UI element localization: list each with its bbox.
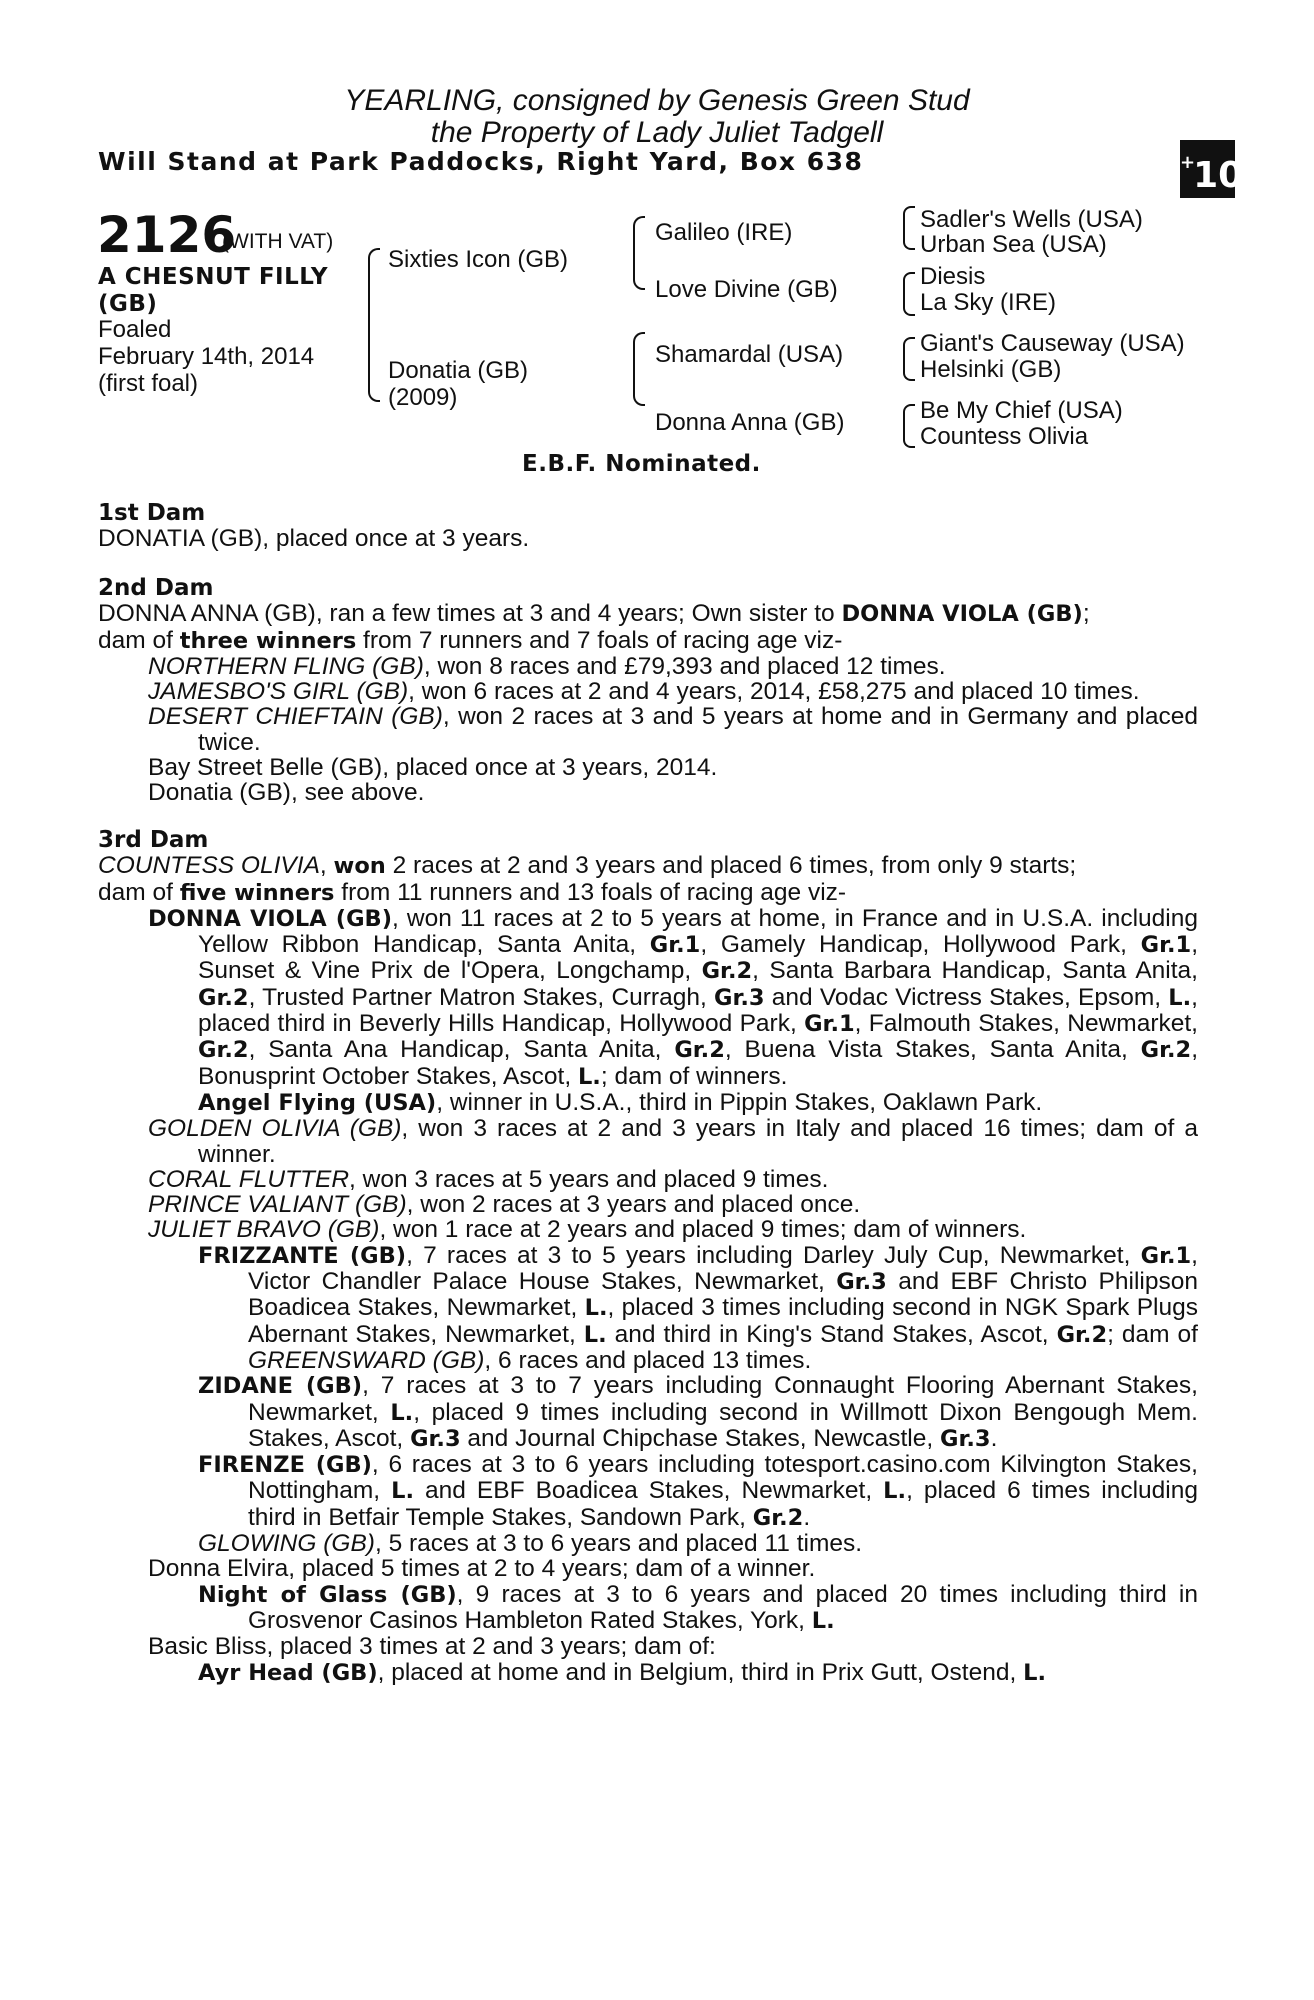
- list-item-firenze: [98, 1452, 1198, 1531]
- list-item: Basic Bliss, placed 3 times at 2 and 3 years; dam of:: [148, 1633, 716, 1661]
- pedigree-bracket-gen1: [368, 248, 380, 402]
- list-item: [98, 704, 1198, 755]
- horse-record: , placed third in Beverly Hills Handicap, Hollywood Park,: [198, 983, 1198, 1038]
- grade: Gr.2: [198, 984, 249, 1011]
- pedigree-ss-dam: Urban Sea (USA): [920, 231, 1107, 258]
- grade: Gr.3: [940, 1425, 991, 1452]
- ebf-nominated: E.B.F. Nominated.: [522, 451, 761, 477]
- third-dam-text: 2 races at 2 and 3 years and placed 6 times, from only 9 starts;: [385, 852, 1077, 880]
- horse-record: , placed 3 times including second in NGK Spark Plugs Abernant Stakes, Newmarket,: [248, 1294, 1198, 1348]
- grade: L.: [883, 1478, 907, 1505]
- horse-record: , 6 races and placed 13 times.: [484, 1346, 812, 1374]
- horse-record: ; dam of: [1107, 1320, 1198, 1348]
- list-item: Donna Elvira, placed 5 times at 2 to 4 years; dam of a winner.: [148, 1555, 816, 1583]
- horse-record: and third in King's Stand Stakes, Ascot,: [606, 1320, 1057, 1348]
- second-dam-section: [98, 575, 1198, 806]
- first-dam-text: DONATIA (GB), placed once at 3 years.: [98, 525, 530, 553]
- pedigree-bracket-ds: [903, 337, 915, 381]
- second-dam-text: DONNA ANNA (GB), ran a few times at 3 and 4 years; Own sister to: [98, 600, 842, 628]
- horse-record: , won 2 races at 3 years and placed once.: [406, 1191, 861, 1219]
- header-property: the Property of Lady Juliet Tadgell: [430, 116, 884, 149]
- horse-record: , placed 6 times including third in Betfair Temple Stakes, Sandown Park,: [248, 1477, 1198, 1531]
- horse-record: , Santa Ana Handicap, Santa Anita,: [248, 1036, 675, 1064]
- third-dam-punct: ,: [319, 852, 334, 880]
- horse-record: and EBF Boadicea Stakes, Newmarket,: [414, 1477, 884, 1505]
- pedigree-bracket-dam: [633, 332, 645, 406]
- horse-record: , placed 9 times including second in Willmott Dixon Bengough Mem. Stakes, Ascot,: [248, 1398, 1198, 1452]
- grade: Gr.3: [836, 1269, 887, 1296]
- horse-name: DONNA VIOLA (GB): [148, 905, 392, 932]
- pedigree-sire: Sixties Icon (GB): [388, 246, 569, 273]
- lot-country: (GB): [98, 291, 158, 317]
- lot-badge: [1180, 140, 1244, 198]
- grade: Gr.2: [701, 958, 753, 985]
- pedigree-dam-sire: Shamardal (USA): [655, 341, 844, 368]
- horse-name: CORAL FLUTTER: [148, 1165, 350, 1193]
- horse-record: , Santa Barbara Handicap, Santa Anita,: [752, 957, 1198, 985]
- horse-record: , Sunset & Vine Prix de l'Opera, Longchamp,: [198, 931, 1198, 985]
- grade: Gr.2: [1140, 1037, 1192, 1064]
- horse-name: PRINCE VALIANT (GB): [148, 1191, 407, 1219]
- grade: Gr.1: [1140, 932, 1192, 959]
- list-item: [98, 679, 1198, 704]
- third-dam-text: dam of: [98, 878, 180, 906]
- second-dam-line2: [98, 628, 1198, 654]
- grade: Gr.2: [674, 1037, 725, 1064]
- pedigree-ds-dam: Helsinki (GB): [920, 356, 1062, 383]
- third-dam-name: COUNTESS OLIVIA: [98, 852, 320, 880]
- first-dam-section: [98, 500, 1198, 552]
- horse-record: and Journal Chipchase Stakes, Newcastle,: [460, 1424, 940, 1452]
- grade: Gr.2: [1056, 1321, 1108, 1348]
- grade: Gr.1: [1140, 1242, 1192, 1269]
- grade: L.: [811, 1607, 835, 1634]
- pedigree-dam-year: (2009): [388, 384, 458, 411]
- grade: Gr.3: [410, 1425, 461, 1452]
- horse-name: ZIDANE (GB): [198, 1373, 363, 1400]
- grade: Gr.2: [198, 1037, 249, 1064]
- horse-record: , won 6 races at 2 and 4 years, 2014, £58,275 and placed 10 times.: [408, 678, 1140, 706]
- third-dam-text: from 11 runners and 13 foals of racing age viz-: [334, 878, 847, 906]
- pedigree-dd-sire: Be My Chief (USA): [920, 397, 1123, 424]
- horse-record: , 7 races at 3 to 5 years including Darley July Cup, Newmarket,: [406, 1241, 1141, 1269]
- horse-name: Ayr Head (GB): [198, 1659, 378, 1686]
- grade: L.: [577, 1063, 601, 1090]
- list-item-frizzante: [98, 1243, 1198, 1373]
- horse-record: , won 8 races and £79,393 and placed 12 times.: [423, 652, 946, 680]
- horse-name: DESERT CHIEFTAIN (GB): [148, 703, 443, 731]
- pedigree-dam-dam: Donna Anna (GB): [655, 409, 845, 436]
- horse-record: and Vodac Victress Stakes, Epsom,: [764, 983, 1169, 1011]
- grade: L.: [390, 1399, 414, 1426]
- lot-note: (first foal): [98, 370, 199, 397]
- grade: L.: [584, 1295, 608, 1322]
- pedigree-sd-dam: La Sky (IRE): [920, 289, 1057, 316]
- horse-record: , 9 races at 3 to 6 years and placed 20 times including third in Grosvenor Casinos Hambleton Rated Stakes, York,: [248, 1580, 1198, 1634]
- lot-description: A CHESNUT FILLY: [98, 264, 328, 290]
- first-dam-heading: 1st Dam: [98, 500, 206, 526]
- list-item: [98, 1167, 1198, 1192]
- list-item: Donatia (GB), see above.: [148, 779, 425, 807]
- grade: Gr.1: [804, 1011, 855, 1038]
- list-item-ayr-head: [98, 1660, 1198, 1686]
- pedigree-ds-sire: Giant's Causeway (USA): [920, 330, 1185, 357]
- second-dam-text: dam of: [98, 626, 180, 654]
- grade: L.: [1168, 984, 1192, 1011]
- horse-record: , Falmouth Stakes, Newmarket,: [854, 1010, 1198, 1038]
- list-item-night-of-glass: [98, 1582, 1198, 1635]
- horse-name: GOLDEN OLIVIA (GB): [148, 1115, 402, 1143]
- horse-name: JULIET BRAVO (GB): [148, 1216, 380, 1244]
- horse-name: JAMESBO'S GIRL (GB): [148, 678, 409, 706]
- horse-record: , Buena Vista Stakes, Santa Anita,: [724, 1036, 1141, 1064]
- horse-record: , won 11 races at 2 to 5 years at home, in France and in U.S.A. including Yellow Ribbon Handicap, Santa Anita,: [198, 904, 1198, 959]
- horse-record: , won 2 races at 3 and 5 years at home and in Germany and placed twice.: [198, 703, 1198, 756]
- pedigree-bracket-ss: [903, 206, 915, 250]
- horse-name: GREENSWARD (GB): [248, 1346, 485, 1374]
- pedigree-sire-sire: Galileo (IRE): [655, 219, 793, 246]
- pedigree-dam: Donatia (GB): [388, 357, 529, 384]
- grade: L.: [1023, 1659, 1046, 1686]
- horse-name: NORTHERN FLING (GB): [148, 652, 424, 680]
- grade: Gr.3: [713, 984, 765, 1011]
- pedigree-bracket-sire: [633, 216, 645, 290]
- second-dam-text: from 7 runners and 7 foals of racing age viz-: [356, 626, 843, 654]
- third-dam-line1: [98, 853, 1198, 879]
- second-dam-winners: three winners: [179, 627, 357, 654]
- horse-record: , 7 races at 3 to 7 years including Connaught Flooring Abernant Stakes, Newmarket,: [248, 1372, 1198, 1426]
- horse-record: , placed at home and in Belgium, third in Prix Gutt, Ostend,: [377, 1658, 1024, 1686]
- pedigree-sd-sire: Diesis: [920, 263, 986, 290]
- lot-vat: (WITH VAT): [222, 230, 334, 253]
- horse-name: Angel Flying (USA): [198, 1089, 437, 1116]
- horse-record: , winner in U.S.A., third in Pippin Stakes, Oaklawn Park.: [436, 1088, 1043, 1116]
- grade: Gr.2: [752, 1504, 804, 1531]
- horse-name: Night of Glass (GB): [198, 1581, 457, 1608]
- list-item: [98, 654, 1198, 679]
- header-consignor: YEARLING, consigned by Genesis Green Stud: [344, 84, 970, 117]
- badge-plus: +: [1180, 152, 1196, 173]
- horse-record: , Victor Chandler Palace House Stakes, Newmarket,: [248, 1241, 1198, 1296]
- horse-record: , won 1 race at 2 years and placed 9 times; dam of winners.: [379, 1216, 1027, 1244]
- horse-name: FIRENZE (GB): [198, 1452, 372, 1479]
- horse-record: .: [803, 1503, 811, 1531]
- horse-record: , won 3 races at 5 years and placed 9 times.: [349, 1165, 829, 1193]
- grade: L.: [583, 1321, 607, 1348]
- list-item: [98, 1090, 1198, 1116]
- third-dam-won: won: [333, 853, 386, 880]
- third-dam-section: [98, 827, 1198, 1686]
- list-item: [98, 1531, 1198, 1556]
- list-item: Bay Street Belle (GB), placed once at 3 years, 2014.: [148, 754, 718, 782]
- list-item: [98, 1192, 1198, 1217]
- horse-record: , Bonusprint October Stakes, Ascot,: [198, 1036, 1199, 1090]
- horse-name: FRIZZANTE (GB): [198, 1242, 407, 1269]
- grade: L.: [391, 1478, 414, 1505]
- second-dam-punct: ;: [1082, 600, 1090, 628]
- horse-record: , won 3 races at 2 and 3 years in Italy and placed 16 times; dam of a winner.: [198, 1115, 1198, 1168]
- pedigree-bracket-sd: [903, 272, 915, 316]
- list-item-donna-viola: [98, 906, 1198, 1090]
- second-dam-heading: 2nd Dam: [98, 575, 214, 601]
- horse-record: , Trusted Partner Matron Stakes, Curragh,: [248, 983, 714, 1011]
- horse-record: .: [990, 1424, 998, 1452]
- horse-record: ; dam of winners.: [600, 1062, 788, 1090]
- lot-number: 2126: [97, 206, 237, 264]
- list-item-zidane: [98, 1373, 1198, 1452]
- third-dam-line2: [98, 880, 1198, 906]
- grade: Gr.1: [649, 932, 701, 959]
- pedigree-dd-dam: Countess Olivia: [920, 423, 1089, 450]
- list-item: [98, 1116, 1198, 1167]
- lot-foaled-label: Foaled: [98, 316, 172, 343]
- horse-record: , 5 races at 3 to 6 years and placed 11 times.: [374, 1530, 863, 1558]
- second-dam-sister: DONNA VIOLA (GB): [841, 601, 1083, 628]
- badge-number: 10: [1193, 155, 1244, 196]
- second-dam-line1: [98, 601, 1198, 627]
- pedigree-ss-sire: Sadler's Wells (USA): [920, 206, 1143, 233]
- horse-record: and EBF Christo Philipson Boadicea Stakes, Newmarket,: [248, 1268, 1198, 1322]
- pedigree-sire-dam: Love Divine (GB): [655, 276, 838, 303]
- list-item: [98, 1217, 1198, 1242]
- pedigree-bracket-dd: [903, 404, 915, 448]
- header-location: Will Stand at Park Paddocks, Right Yard, Box 638: [98, 147, 864, 176]
- horse-record: , 6 races at 3 to 6 years including totesport.casino.com Kilvington Stakes, Nottingham,: [248, 1451, 1198, 1505]
- horse-name: GLOWING (GB): [198, 1530, 375, 1558]
- horse-record: , Gamely Handicap, Hollywood Park,: [700, 931, 1141, 959]
- third-dam-winners: five winners: [179, 879, 335, 906]
- lot-foaled-date: February 14th, 2014: [98, 343, 315, 370]
- third-dam-heading: 3rd Dam: [98, 827, 209, 853]
